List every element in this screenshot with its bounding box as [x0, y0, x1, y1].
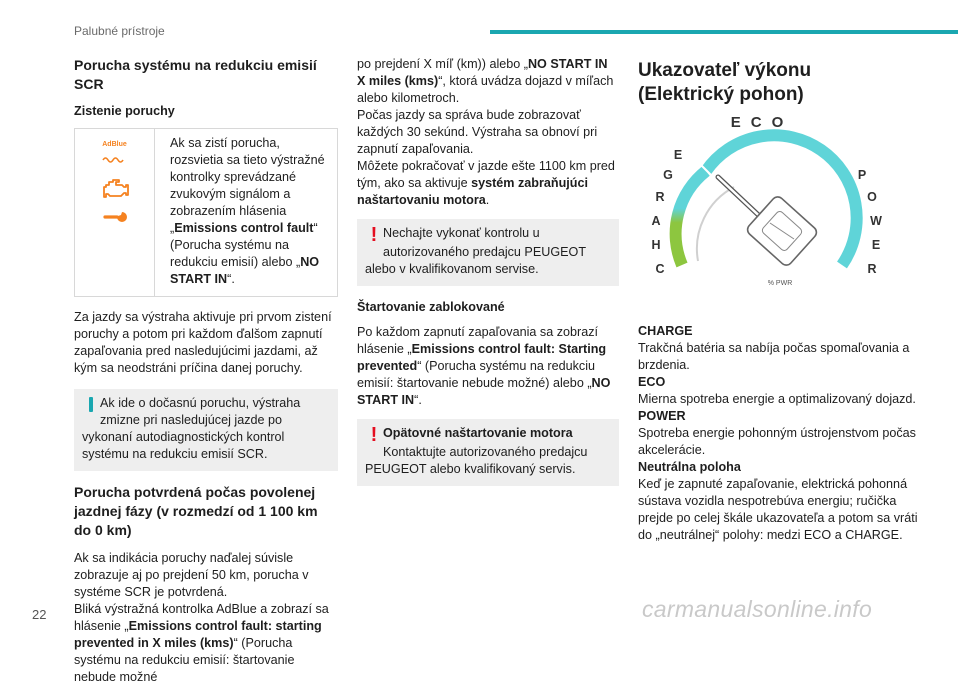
- fault-detection-subheading: Zistenie poruchy: [74, 104, 175, 118]
- column-3: [638, 56, 928, 544]
- gauge-pwr-label: % PWR: [767, 280, 793, 287]
- gauge-eco-label: ECO: [730, 114, 794, 131]
- svg-text:E: E: [871, 238, 881, 252]
- svg-text:R: R: [867, 262, 877, 276]
- gauge-zone-eco: ECO Mierna spotreba energie a optimalizovaný dojazd.: [638, 375, 916, 406]
- power-gauge: [638, 113, 928, 313]
- svg-text:G: G: [663, 168, 673, 182]
- info-icon: [89, 397, 93, 412]
- page-number: 22: [32, 607, 47, 622]
- svg-text:E: E: [673, 148, 683, 162]
- confirmed-fault-paragraph: Ak sa indikácia poruchy naďalej súvisle zobrazuje aj po prejdení 50 km, porucha v systéme SCR je potvrdená. Bliká výstražná kontrolka AdBlue a zobrazí sa hlásenie „Emissions control fault: starting prevented in X miles (kms)“ (Porucha systému na redukciu emisií: štartovanie nebude možné: [74, 551, 329, 684]
- svg-text:C: C: [655, 262, 665, 276]
- power-gauge-dial: [638, 113, 928, 313]
- gauge-zones-list: [638, 323, 928, 544]
- svg-text:O: O: [867, 190, 877, 204]
- start-blocked-paragraph: Po každom zapnutí zapaľovania sa zobrazí hlásenie „Emissions control fault: Starting prevented“ (Porucha systému na redukciu emisií: štartovanie nebude možné) alebo „NO START IN“.: [357, 325, 611, 407]
- restart-warning-note: ! Opätovné naštartovanie motora Kontaktujte autorizovaného predajcu PEUGEOT alebo kvalifikovaný servis.: [357, 419, 619, 486]
- temporary-fault-info-note: Ak ide o dočasnú poruchu, výstraha zmizne pri nasledujúcej jazde po vykonaní autodiagnostických kontrol systému na redukciu emisií SCR.: [74, 389, 338, 471]
- watermark-brand: carmanualsonline.info: [642, 596, 873, 622]
- gauge-zone-charge: CHARGE Trakčná batéria sa nabíja počas spomaľovania a brzdenia.: [638, 324, 910, 372]
- svg-text:P: P: [857, 168, 867, 182]
- section-header: Palubné prístroje: [74, 24, 165, 38]
- power-indicator-title: Ukazovateľ výkonu (Elektrický pohon): [638, 60, 812, 105]
- warning-icons-cell: [75, 129, 155, 296]
- svg-text:H: H: [651, 238, 661, 252]
- gauge-zone-power: POWER Spotreba energie pohonným ústrojenstvom počas akcelerácie.: [638, 409, 916, 457]
- warning-exclamation-icon: !: [370, 224, 378, 246]
- warning-lights-description: Ak sa zistí porucha, rozsvietia sa tieto výstražné kontrolky sprevádzané zvukovým signálom a zobrazením hlásenia „Emissions control fault“ (Porucha systému na redukciu emisií) alebo „NO START IN“.: [170, 136, 325, 286]
- column-1: [74, 56, 338, 686]
- scr-fault-heading: Porucha systému na redukciu emisií SCR: [74, 57, 317, 92]
- confirmed-fault-heading: Porucha potvrdená počas povolenej jazdnej fázy (v rozmedzí od 1 100 km do 0 km): [74, 484, 318, 538]
- engine-warning-icon: [101, 177, 129, 199]
- header-accent-bar: [490, 30, 958, 34]
- adblue-icon: AdBlue: [102, 141, 127, 167]
- start-blocked-subheading: Štartovanie zablokované: [357, 300, 505, 314]
- column-2: [357, 56, 619, 498]
- gauge-zone-neutral: Neutrálna poloha Keď je zapnuté zapaľovanie, elektrická pohonná sústava vozidla nespotrebúva energiu; ručička prejde po celej škále ukazovateľa a potom sa vráti do „neutrálnej“ polohy: medzi ECO a CHARGE.: [638, 460, 918, 542]
- service-wrench-icon: [103, 209, 127, 225]
- svg-text:R: R: [655, 190, 665, 204]
- no-start-paragraph: po prejdení X míľ (km)) alebo „NO START IN X miles (kms)“, ktorá uvádza dojazd v míľach alebo kilometroch. Počas jazdy sa správa bude zobrazovať každých 30 sekúnd. Výstraha sa obnoví pri zapnutí zapaľovania. Môžete pokračovať v jazde ešte 1100 km pred tým, ako sa aktivuje systém zabraňujúci naštartovaniu motora.: [357, 57, 615, 207]
- dealer-check-warning-note: ! Nechajte vykonať kontrolu u autorizovaného predajcu PEUGEOT alebo v kvalifikovanom servise.: [357, 219, 619, 286]
- svg-text:W: W: [870, 214, 882, 228]
- svg-text:A: A: [651, 214, 661, 228]
- warning-exclamation-icon: !: [370, 424, 378, 446]
- warning-activation-paragraph: Za jazdy sa výstraha aktivuje pri prvom zistení poruchy a potom pri každom ďalšom zapnutí zapaľovania pred nasledujúcimi jazdami, až kým sa neodstráni príčina danej poruchy.: [74, 310, 332, 375]
- warning-lights-table: [74, 128, 338, 297]
